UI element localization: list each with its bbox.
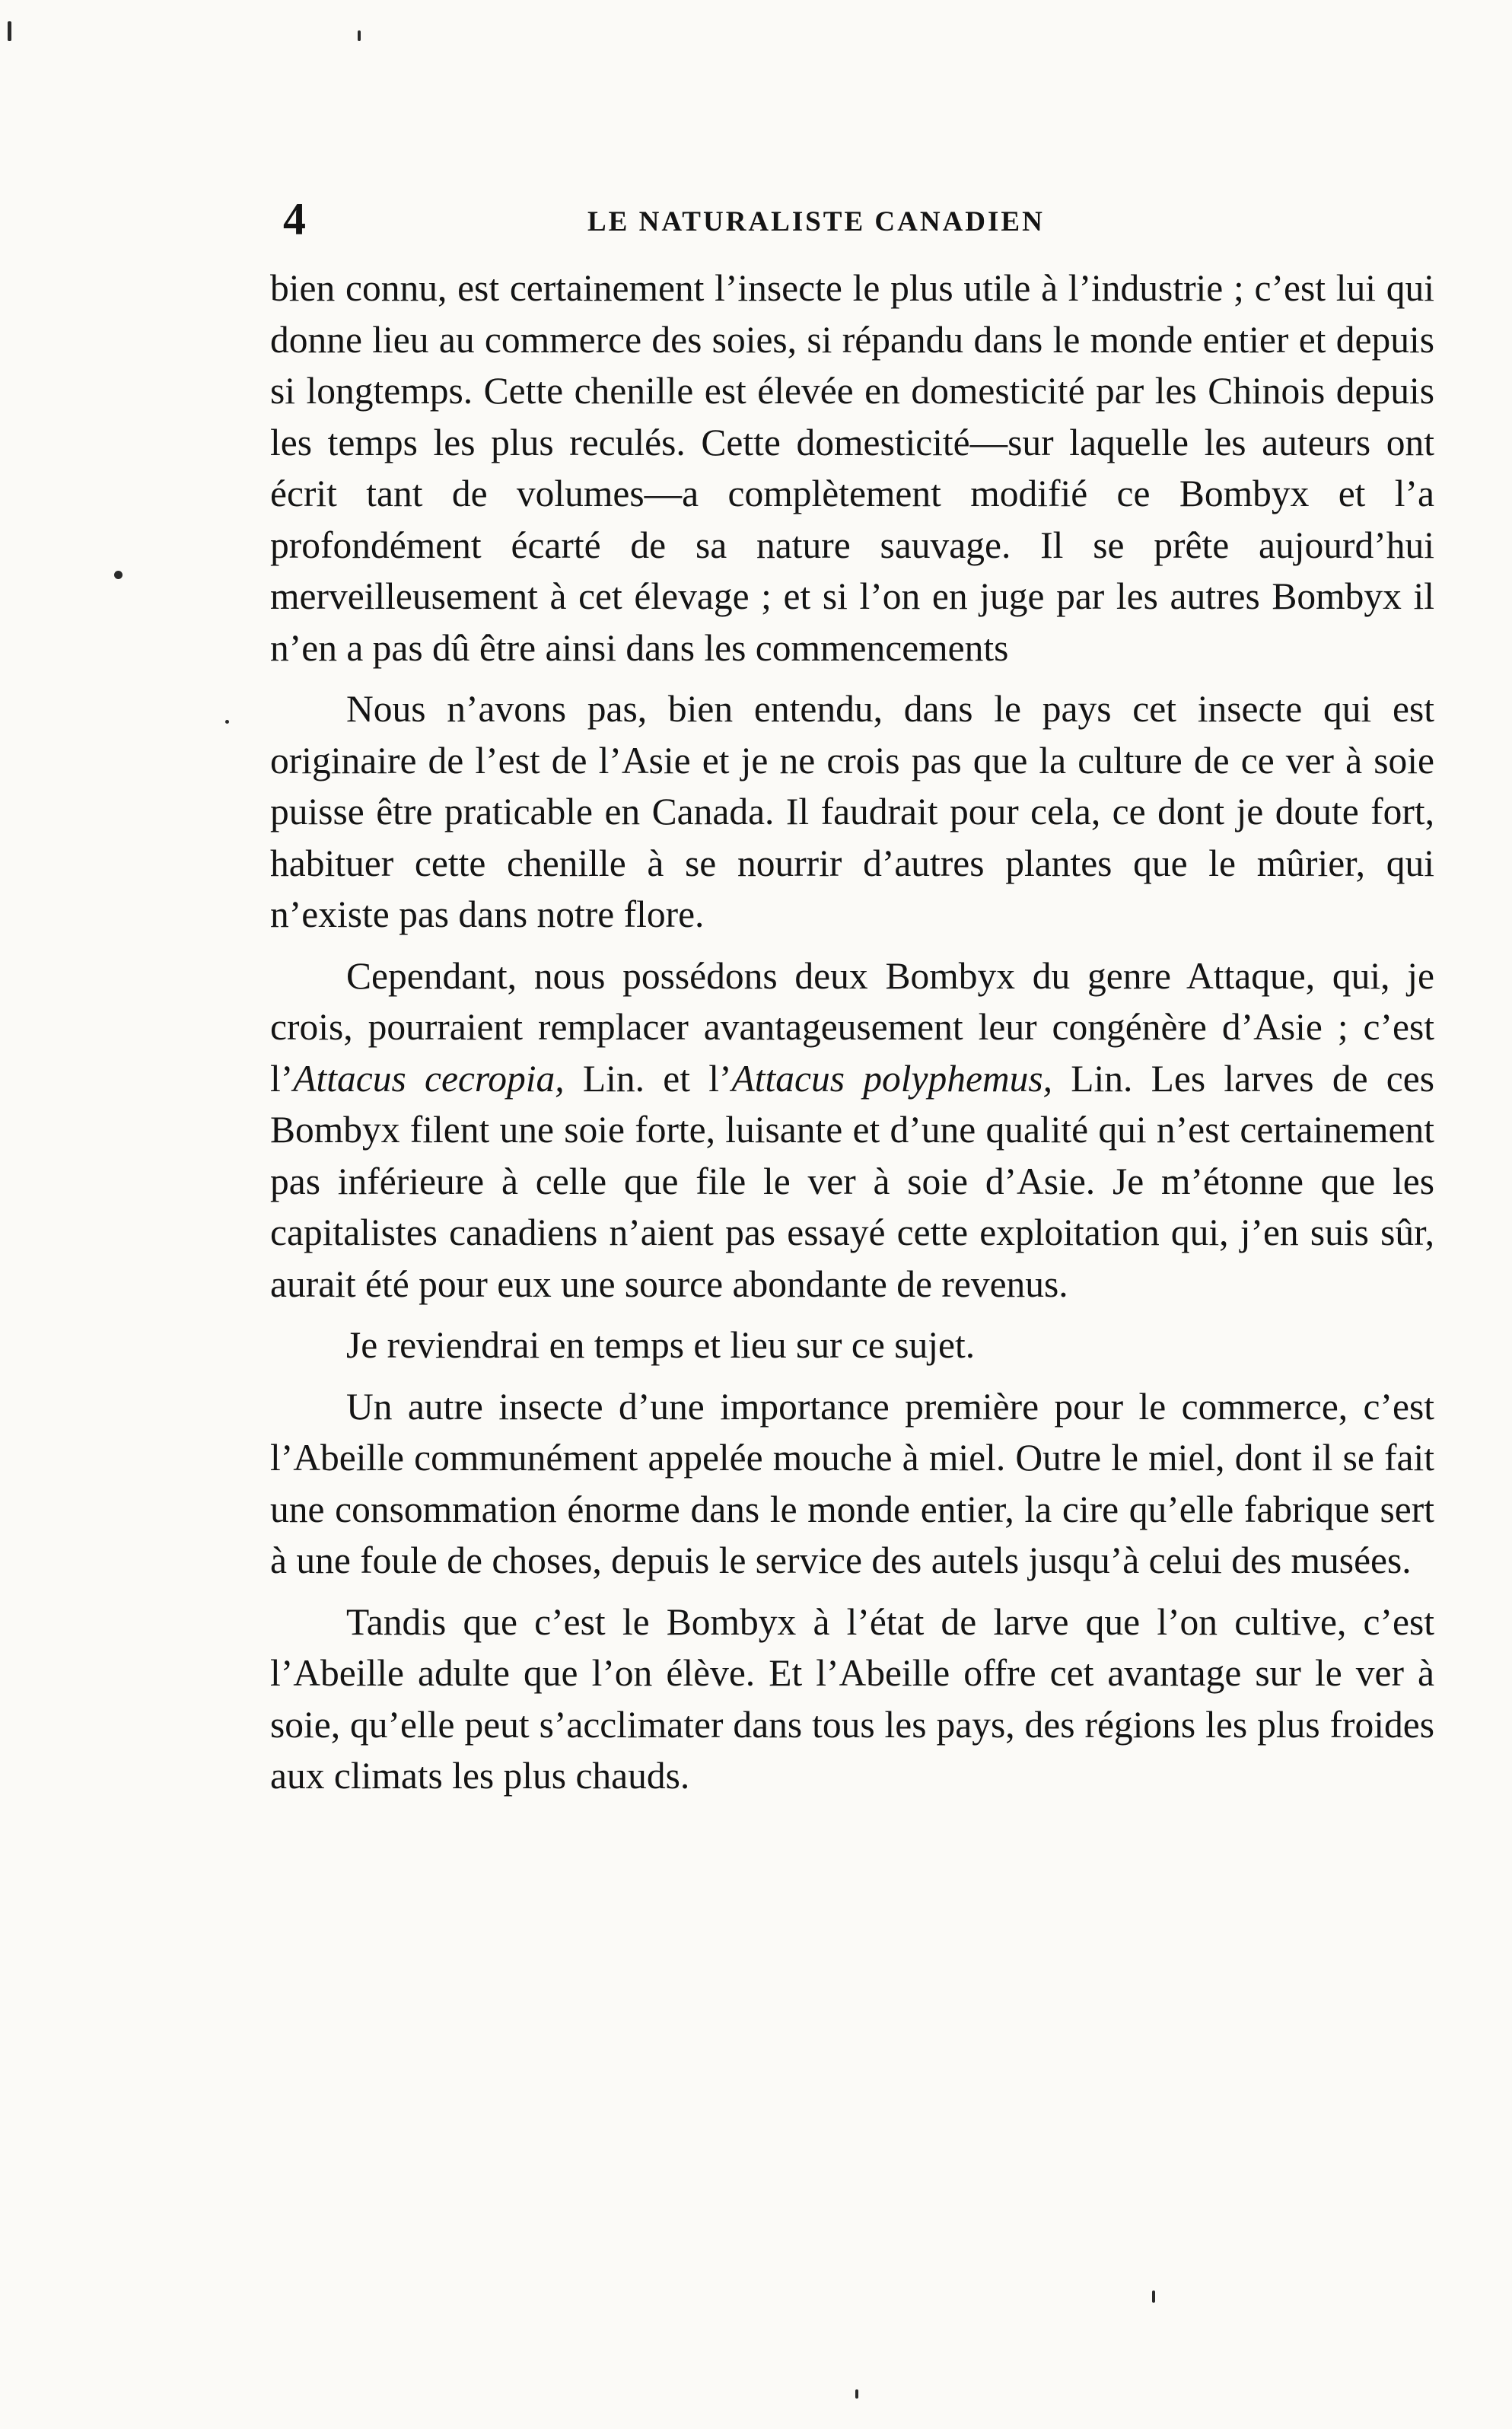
- paragraph-text: Lin. Les larves de ces Bombyx filent une soie forte, luisante et d’une qualité qui n’est certainement pas inférieure à celle que file le ver à soie d’Asie. Je m’étonne que les capitalistes canadiens n’aient pas essayé cette exploitation qui, j’en suis sûr, aurait été pour eux une source abondante de revenus.: [270, 1057, 1434, 1305]
- print-speck: [225, 720, 229, 724]
- print-speck: [1152, 2291, 1155, 2303]
- paragraph-text: bien connu, est certainement l’insecte le plus utile à l’industrie ; c’est lui qui donne lieu au commerce des soies, si répandu dans le monde entier et depuis si longtemps. Cette chenille est élevée en domesticité par les Chinois depuis les temps les plus reculés. Cette domesticité—sur laquelle les auteurs ont écrit tant de volumes—a complètement modifié ce Bombyx et l’a profondément écarté de sa nature sauvage. Il se prête aujourd’hui merveilleusement à cet élevage ; et si l’on en juge par les autres Bombyx il n’en a pas dû être ainsi dans les commencements: [270, 267, 1434, 669]
- print-speck: [358, 30, 361, 41]
- print-speck: [114, 571, 123, 579]
- print-speck: [855, 2389, 858, 2399]
- paragraph-text: Un autre insecte d’une importance première pour le commerce, c’est l’Abeille communément appelée mouche à miel. Outre le miel, dont il se fait une consommation énorme dans le monde entier, la cire qu’elle fabrique sert à une foule de choses, depuis le service des autels jusqu’à celui des musées.: [270, 1385, 1434, 1581]
- journal-title: LE NATURALISTE CANADIEN: [587, 206, 1045, 237]
- running-head: [283, 194, 1424, 245]
- print-speck: [8, 21, 11, 41]
- paragraph: [270, 1597, 1434, 1802]
- paragraph-text: Tandis que c’est le Bombyx à l’état de larve que l’on cultive, c’est l’Abeille adulte que l’on élève. Et l’Abeille offre cet avantage sur le ver à soie, qu’elle peut s’acclimater dans tous les pays, des régions les plus froides aux climats les plus chauds.: [270, 1600, 1434, 1797]
- paragraph: [270, 1381, 1434, 1587]
- species-name: Attacus cecropia,: [293, 1057, 565, 1100]
- species-name: Attacus polyphemus,: [731, 1057, 1053, 1100]
- paragraph-text: Lin. et l’: [564, 1057, 732, 1100]
- paragraph-text: Nous n’avons pas, bien entendu, dans le pays cet insecte qui est originaire de l’est de l’Asie et je ne crois pas que la culture de ce ver à soie puisse être praticable en Canada. Il faudrait pour cela, ce dont je doute fort, habituer cette chenille à se nourrir d’autres plantes que le mûrier, qui n’existe pas dans notre flore.: [270, 688, 1434, 935]
- paragraph: [270, 683, 1434, 941]
- paragraph-text: Cependant, nous possédons deux Bombyx du genre Attaque, qui, je crois, pourraient remplacer avantageusement leur congénère d’Asie ; c’est l’: [270, 954, 1434, 1100]
- page-number: 4: [283, 194, 306, 244]
- article-body: [270, 263, 1434, 1802]
- paragraph: [270, 263, 1434, 673]
- paragraph-text: Je reviendrai en temps et lieu sur ce sujet.: [346, 1324, 976, 1366]
- paragraph: [270, 950, 1434, 1310]
- paragraph: [270, 1320, 1434, 1371]
